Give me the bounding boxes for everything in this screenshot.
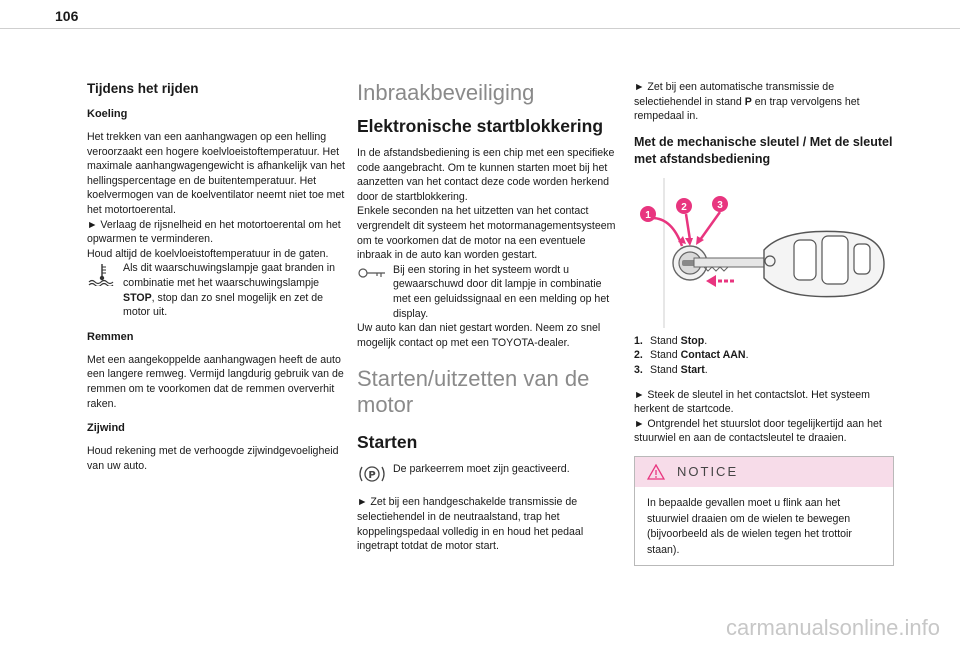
list-post: .: [745, 349, 749, 362]
unlock-step: ► Ontgrendel het stuurslot door tegelijkertijd aan het stuurwiel en aan de contactsleutel te draaien.: [634, 417, 882, 445]
warning-text-a: Als dit waarschuwingslampje gaat branden in combinatie met het waarschuwingslampje: [123, 262, 335, 289]
manual-transmission-step: ► Zet bij een handgeschakelde transmissie de selectiehendel in de neutraalstand, trap het koppelingspedaal volledig in en houd het pedaal ingetrapt totdat de motor start.: [357, 496, 584, 553]
list-number: 2.: [634, 349, 643, 362]
auto-step-b: en trap vervolgens het rempedaal in.: [634, 95, 860, 123]
header-divider: [0, 28, 960, 29]
cooling-text: Het trekken van een aanhangwagen op een helling veroorzaakt een hogere koelvloeistoftemperatuur. Het maximale aanhangwagengewicht is afhankelijk van het hellingspercentage en de buitentemperatuur. Het koelvermogen van de koelventilator neemt niet toe met het motortoerental.: [87, 131, 345, 216]
heading-start-stop: Starten/uitzetten van de motor: [357, 366, 590, 418]
column-left: [87, 80, 347, 483]
warning-text-b: , stop dan zo snel mogelijk en zet de motor uit.: [123, 291, 324, 319]
auto-step-a: ► Zet bij een automatische transmissie de selectiehendel in stand: [634, 81, 835, 108]
list-post: .: [704, 363, 708, 376]
callout-2-label: 2: [681, 201, 687, 213]
list-post: .: [704, 334, 708, 347]
parking-brake-icon: [357, 463, 387, 485]
notice-text: In bepaalde gevallen moet u flink aan het stuurwiel draaien om de wielen te bewegen (bijvoorbeeld als de wielen tegen het trottoir staan).: [647, 496, 852, 556]
fault-text2: Uw auto kan dan niet gestart worden. Neem zo snel mogelijk contact op met een TOYOTA-dealer.: [357, 322, 601, 349]
immobiliser-para1: In de afstandsbediening is een chip met een specifieke code aangebracht. Om te kunnen starten moet bij het aanzetten van het contact deze code worden herkend door de startblokkering.: [357, 147, 615, 203]
coolant-temperature-icon: [87, 262, 117, 286]
key-warning-icon: [357, 264, 387, 280]
heading-cooling: Koeling: [87, 108, 128, 120]
brakes-text: Met een aangekoppelde aanhangwagen heeft de auto een langere remweg. Vermijd langdurig gebruik van de remmen om te voorkomen dat de remmen oververhit raken.: [87, 353, 344, 410]
coolant-warning-block: [87, 261, 347, 319]
notice-title: NOTICE: [677, 463, 739, 479]
heading-anti-theft: Inbraakbeveiliging: [357, 80, 535, 105]
parking-block: [357, 462, 617, 485]
auto-step-p: P: [744, 95, 752, 108]
column-middle: [357, 80, 617, 564]
parking-text: De parkeerrem moet zijn geactiveerd.: [393, 463, 570, 476]
list-pre: Stand: [650, 334, 681, 347]
cooling-hold: Houd altijd de koelvloeistoftemperatuur in de gaten.: [87, 247, 329, 260]
automatic-transmission-step: [634, 80, 894, 124]
list-bold: Contact AAN: [680, 349, 746, 362]
list-bold: Start: [680, 363, 705, 376]
svg-text:P: P: [368, 470, 376, 482]
warning-triangle-icon: [647, 464, 665, 480]
coolant-warning-text: [123, 261, 347, 319]
heading-crosswind: Zijwind: [87, 422, 125, 435]
notice-box: [634, 456, 894, 566]
callout-1-label: 1: [645, 209, 651, 221]
heading-starting: Starten: [357, 432, 418, 453]
column-right: [634, 80, 894, 566]
insert-key-step: ► Steek de sleutel in het contactslot. Het systeem herkent de startcode.: [634, 388, 871, 416]
heading-while-driving: Tijdens het rijden: [87, 81, 199, 96]
heading-immobiliser: Elektronische startblokkering: [357, 116, 604, 136]
page-number: 106: [55, 8, 79, 24]
heading-brakes: Remmen: [87, 330, 134, 343]
list-bold: Stop: [680, 334, 705, 347]
position-list: [634, 334, 894, 378]
callout-3-label: 3: [717, 199, 723, 211]
warning-stop: STOP: [123, 291, 152, 304]
list-item: [634, 363, 894, 378]
heading-key: Met de mechanische sleutel / Met de sleutel met afstandsbediening: [634, 134, 893, 166]
watermark: carmanualsonline.info: [725, 615, 940, 640]
list-number: 1.: [634, 334, 643, 347]
cooling-step: ► Verlaag de rijsnelheid en het motortoerental om het opwarmen te verminderen.: [87, 218, 341, 246]
ignition-key-diagram: [634, 178, 894, 328]
list-pre: Stand: [650, 349, 681, 362]
list-pre: Stand: [650, 363, 681, 376]
fault-block: [357, 263, 617, 321]
notice-header: [635, 457, 893, 487]
list-item: [634, 348, 894, 363]
list-number: 3.: [634, 363, 643, 376]
immobiliser-para2: Enkele seconden na het uitzetten van het contact vergrendelt dit systeem het motormanagementsysteem om te voorkomen dat de motor na een eventuele inbraak in de auto kan worden gestart.: [357, 205, 616, 262]
crosswind-text: Houd rekening met de verhoogde zijwindgevoeligheid van uw auto.: [87, 445, 339, 472]
fault-text: Bij een storing in het systeem wordt u gewaarschuwd door dit lampje in combinatie met een geluidssignaal en een melding op het display.: [393, 263, 610, 320]
list-item: [634, 334, 894, 349]
